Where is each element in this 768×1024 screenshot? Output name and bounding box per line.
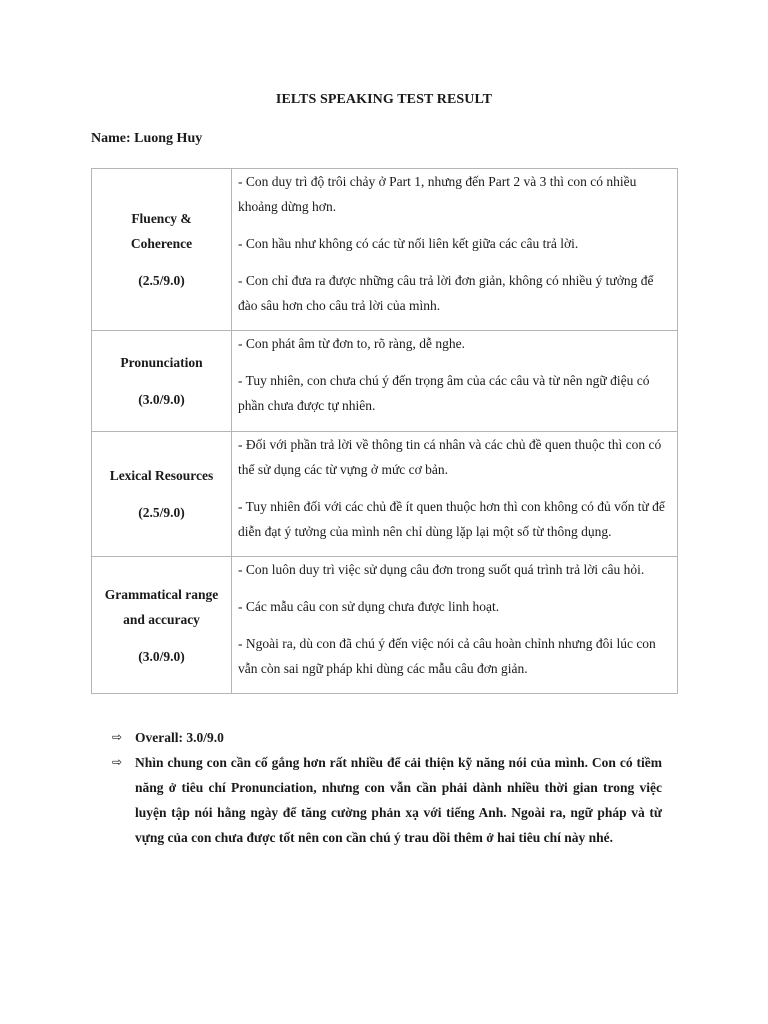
summary-comment-item — [112, 750, 662, 850]
criterion-score: (2.5/9.0) — [138, 273, 185, 288]
comment-text: - Đối với phần trả lời về thông tin cá nhân và các chủ đề quen thuộc thì con có thể sử dụng các từ vựng ở mức cơ bản. — [238, 437, 662, 477]
table-row — [92, 169, 678, 331]
criterion-name: Lexical Resources — [109, 468, 214, 483]
table-row — [92, 331, 678, 432]
comment-text: - Tuy nhiên, con chưa chú ý đến trọng âm của các câu và từ nên ngữ điệu có phần chưa được tự nhiên. — [238, 373, 650, 413]
comment-cell — [232, 557, 678, 694]
comment-cell — [232, 169, 678, 331]
criterion-score: (3.0/9.0) — [138, 648, 185, 664]
comment-cell — [232, 331, 678, 432]
overall-item — [112, 725, 662, 750]
comment-text: - Con luôn duy trì việc sử dụng câu đơn trong suốt quá trình trả lời câu hỏi. — [238, 562, 645, 577]
criterion-cell — [92, 331, 232, 432]
comment-text: - Các mẫu câu con sử dụng chưa được linh hoạt. — [238, 599, 500, 614]
table-row — [92, 432, 678, 557]
comment-text: - Ngoài ra, dù con đã chú ý đến việc nói cả câu hoàn chỉnh nhưng đôi lúc con vẫn còn sai ngữ pháp khi dùng các mẫu câu đơn giản. — [238, 636, 656, 676]
criterion-name: Grammatical range and accuracy — [104, 586, 219, 627]
comment-text: - Con duy trì độ trôi chảy ở Part 1, nhưng đến Part 2 và 3 thì con có nhiều khoảng dừng hơn. — [238, 174, 637, 214]
results-table — [91, 168, 678, 694]
comment-text: - Con phát âm từ đơn to, rõ ràng, dễ nghe. — [238, 336, 466, 351]
summary-section — [112, 725, 662, 850]
criterion-cell — [92, 432, 232, 557]
comment-text: - Con chỉ đưa ra được những câu trả lời đơn giản, không có nhiều ý tưởng để đào sâu hơn cho câu trả lời của mình. — [238, 273, 654, 313]
overall-score: Overall: 3.0/9.0 — [135, 730, 224, 745]
criterion-score: (2.5/9.0) — [138, 505, 185, 520]
criterion-name: Fluency & Coherence — [130, 211, 193, 251]
arrow-right-icon: ⇨ — [112, 730, 123, 744]
comment-text: - Tuy nhiên đối với các chủ đề ít quen thuộc hơn thì con không có đủ vốn từ để diễn đạt ý tưởng của mình nên chỉ dùng lặp lại một số từ thông dụng. — [238, 499, 665, 539]
comment-cell — [232, 432, 678, 557]
criterion-name: Pronunciation — [120, 355, 203, 370]
comment-text: - Con hầu như không có các từ nối liên kết giữa các câu trả lời. — [238, 236, 579, 251]
table-row — [92, 557, 678, 694]
arrow-right-icon: ⇨ — [112, 755, 123, 769]
summary-comment: Nhìn chung con cần cố gắng hơn rất nhiều để cải thiện kỹ năng nói của mình. Con có tiềm năng ở tiêu chí Pronunciation, nhưng con vẫn cần phải dành nhiều thời gian trong việc luyện tập nói hằng ngày để tăng cường phản xạ với tiếng Anh. Ngoài ra, ngữ pháp và từ vựng của con chưa được tốt nên con cần chú ý trau dồi thêm ở hai tiêu chí này nhé. — [135, 755, 662, 845]
document-title: IELTS SPEAKING TEST RESULT — [275, 92, 493, 107]
criterion-cell — [92, 557, 232, 694]
student-name: Name: Luong Huy — [91, 131, 203, 146]
criterion-score: (3.0/9.0) — [138, 392, 185, 407]
criterion-cell — [92, 169, 232, 331]
